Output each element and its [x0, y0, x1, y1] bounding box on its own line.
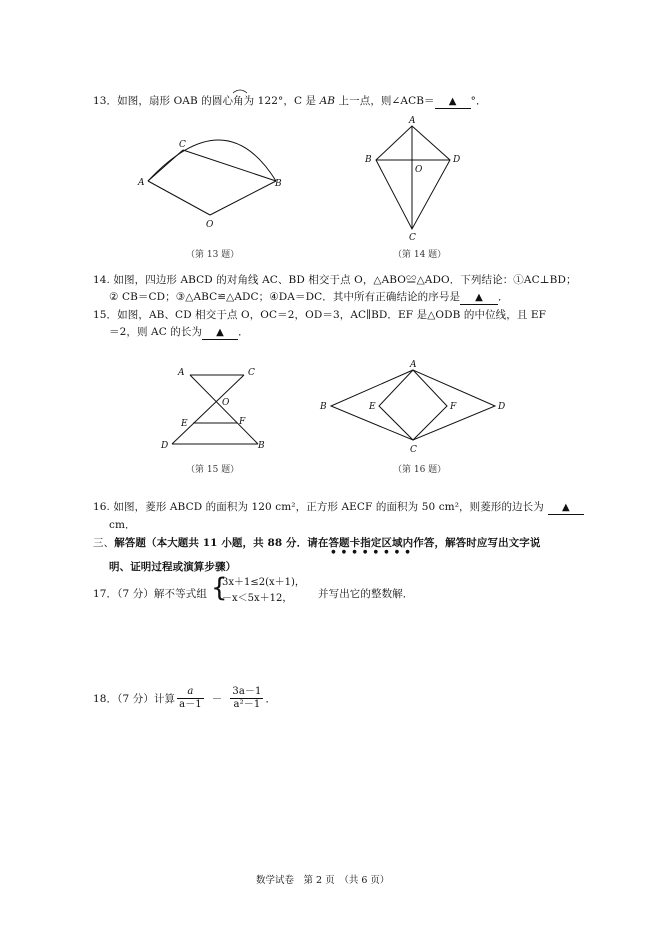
question-16-line-2: cm．: [109, 519, 136, 531]
fig13-label-c: C: [179, 140, 186, 150]
fig14-label-o: O: [415, 165, 423, 175]
fig16-label-f: F: [450, 402, 457, 412]
question-15-line-1: 15．如图，AB、CD 相交于点 O，OC＝2，OD＝3，AC∥BD．EF 是△ODB 的中位线，且 EF: [93, 309, 547, 321]
section-3-prefix: 三、: [93, 537, 115, 549]
question-16-line-1: [93, 499, 584, 515]
q18-frac1-denominator: a－1: [179, 699, 202, 710]
page-footer: 数学试卷 第 2 页 （共 6 页）: [256, 875, 390, 886]
q18-fraction-2: [230, 686, 263, 711]
q18-text-after: ．: [265, 693, 277, 705]
fig15-label-d: D: [161, 441, 169, 451]
question-18: [93, 686, 276, 711]
section-3-emphasized-area: 答题卡指定区域内: [328, 537, 414, 549]
q16-answer-blank: [548, 501, 584, 515]
q18-frac2-denominator: a²－1: [233, 699, 261, 710]
q13-unit: °．: [470, 95, 487, 107]
q13-text-before: 13．如图，扇形 OAB 的圆心角为 122°，C 是: [93, 95, 320, 107]
question-14-line-2: [109, 289, 509, 305]
section-3-header-line-2: 明、证明过程或演算步骤）: [109, 561, 237, 573]
q13-arc-ab: AB: [319, 95, 336, 107]
fig15-label-e: E: [181, 419, 188, 429]
q13-text-after: 上一点，则∠ACB＝: [335, 95, 435, 107]
section-3-header: [93, 535, 540, 555]
question-15-line-2: [109, 324, 249, 340]
q15-line2-after: ．: [238, 326, 249, 338]
fig16-label-b: B: [320, 402, 327, 412]
fig13-caption: （第 13 题）: [186, 250, 240, 260]
answer-triangle-icon: ▲: [448, 96, 457, 107]
section-3-instructions-tail: 作答，解答时应写出文字说: [413, 537, 541, 549]
q15-answer-blank: [202, 326, 238, 340]
figure-14: [358, 114, 468, 244]
fig13-label-a: A: [138, 178, 145, 188]
fig16-label-c: C: [410, 445, 417, 455]
figure-16: [316, 358, 516, 458]
q18-frac2-numerator: 3a－1: [232, 686, 262, 697]
q18-text-before: 18．（7 分）计算: [93, 693, 176, 705]
fig15-label-c: C: [248, 368, 255, 378]
question-14-line-1: 14. 如图，四边形 ABCD 的对角线 AC、BD 相交于点 O，△ABO≌△ADO．下列结论：①AC⊥BD；: [93, 274, 577, 286]
fig15-label-f: F: [239, 417, 246, 427]
question-17-label: 17．（7 分）解不等式组: [93, 588, 207, 600]
answer-triangle-icon: ▲: [475, 292, 483, 303]
fig14-label-b: B: [365, 155, 372, 165]
answer-triangle-icon: ▲: [216, 327, 224, 338]
q13-answer-blank: [435, 95, 471, 109]
fig16-label-e: E: [369, 402, 376, 412]
fig16-label-a: A: [410, 360, 417, 370]
q14-line2-after: ．: [498, 291, 509, 303]
q18-frac1-numerator: a: [177, 686, 204, 699]
fig13-label-o: O: [206, 220, 214, 230]
figure-15: [155, 362, 275, 454]
fig13-label-b: B: [275, 179, 282, 189]
section-3-instructions: 解答题（本大题共 11 小题，共 88 分．请在: [114, 537, 329, 549]
q17-inequality-1: 3x＋1≤2(x＋1)，: [222, 577, 305, 588]
q16-line1-text: 16. 如图，菱形 ABCD 的面积为 120 cm²，正方形 AECF 的面积为 50 cm²，则菱形的边长为: [93, 501, 544, 513]
fig14-label-c: C: [409, 233, 416, 243]
q17-inequality-2: －x＜5x＋12，: [222, 593, 293, 604]
fig15-label-a: A: [178, 368, 185, 378]
fig16-caption: （第 16 题）: [393, 465, 447, 475]
fig14-caption: （第 14 题）: [393, 250, 447, 260]
q14-answer-blank: [460, 291, 498, 305]
question-17-tail: 并写出它的整数解．: [318, 588, 414, 600]
brace-icon: {: [211, 573, 228, 603]
answer-triangle-icon: ▲: [561, 502, 570, 513]
fig14-label-d: D: [453, 155, 461, 165]
fig15-label-b: B: [258, 441, 265, 451]
q18-fraction-1: [177, 686, 204, 711]
question-13: [93, 93, 487, 109]
fig15-caption: （第 15 题）: [186, 465, 240, 475]
q15-line2-before: ＝2，则 AC 的长为: [109, 326, 203, 338]
arc-mark-icon: [232, 88, 248, 94]
figure-13: [130, 134, 290, 234]
fig14-label-a: A: [409, 116, 416, 126]
fig16-label-d: D: [498, 402, 506, 412]
fig15-label-o: O: [222, 398, 230, 408]
q14-line2-before: ② CB＝CD；③△ABC≌△ADC；④DA＝DC．其中所有正确结论的序号是: [109, 291, 461, 303]
q18-minus: －: [211, 693, 223, 705]
